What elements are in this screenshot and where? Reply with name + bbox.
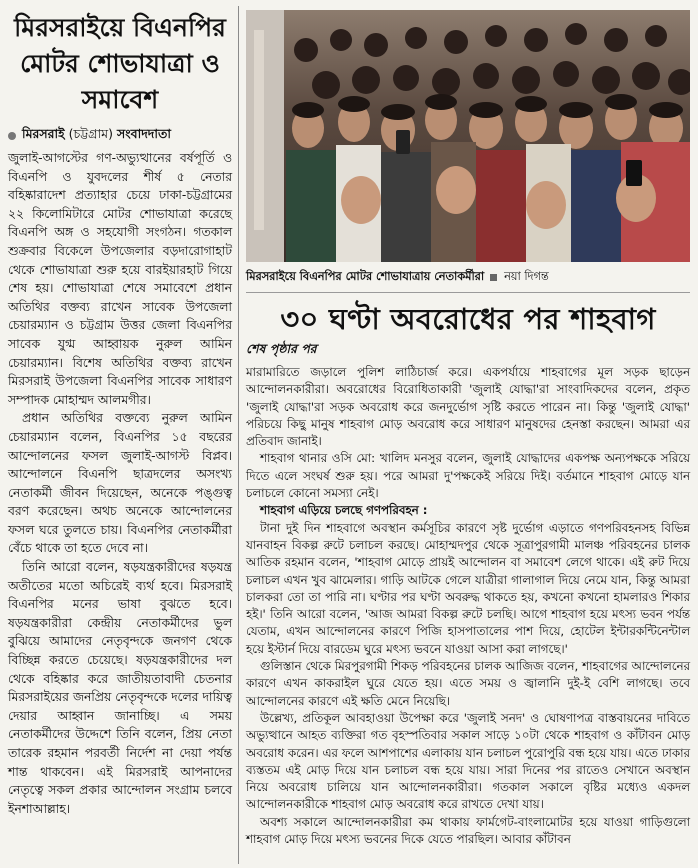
right-paragraph: মারামারিতে জড়ালে পুলিশ লাঠিচার্জ করে। একপর্যায়ে শাহবাগের মূল সড়ক ছাড়েন আন্দোলনকারীরা। অবরোধের বিরোধিতাকারী 'জুলাই যোদ্ধা'রা সাংবাদিকদের বলেন, প্রকৃত 'জুলাই যোদ্ধা'রা সড়ক অবরোধ করে জনদুর্ভোগ সৃষ্টি করতে পারেন না। কিন্তু 'জুলাই যোদ্ধা' পরিচয়ে কিছু মানুষ শাহবাগ মোড় অবরোধ করে সাধারণ মানুষদের হেনস্তা করছেন। আমরা এর প্রতিবাদ জানাই। xyxy=(246,365,690,449)
left-headline: মিরসরাইয়ে বিএনপির মোটর শোভাযাত্রা ও সমাবেশ xyxy=(14,13,226,114)
right-headline: ৩০ ঘণ্টা অবরোধের পর শাহবাগ xyxy=(280,302,656,336)
left-paragraph: জুলাই-আগস্টের গণ-অভ্যুত্থানের বর্ষপূর্তি ও বিএনপি ও যুবদলের শীর্ষ ৫ নেতার বহিষ্কারাদেশ প্রত্যাহার চেয়ে ঢাকা-চট্টগ্রামের ২২ কিলোমিটারে মোটর শোভাযাত্রা করেছে বিএনপি অঙ্গ ও সহযোগী সংগঠন। গতকাল শুক্রবার বিকেলে উপজেলার বড়দারোগাহাট থেকে শোভাযাত্রা শুরু হয়ে বারইয়ারহাট গিয়ে শেষ হয়। শোভাযাত্রা শেষে সমাবেশে প্রধান অতিথির বক্তব্য রাখেন সাবেক উপজেলা চেয়ারম্যান ও চট্টগ্রাম উত্তর জেলা বিএনপির সাবেক যুগ্ম আহ্বায়ক নুরুল আমিন চেয়ারম্যান। বিশেষ অতিথির বক্তব্য রাখেন মিরসরাই উপজেলা বিএনপির সাবেক সাধারণ সম্পাদক মোহাম্মদ আলমগীর। xyxy=(8,151,232,407)
dateline-sub: (চট্টগ্রাম) xyxy=(68,126,113,141)
dateline xyxy=(8,126,232,146)
right-paragraph: টানা দুই দিন শাহবাগে অবস্থান কর্মসূচির কারণে সৃষ্ট দুর্ভোগ এড়াতে গণপরিবহনসহ বিভিন্ন যানবাহন বিকল্প রুটে চলাচল করছে। মোহাম্মদপুর থেকে সূত্রাপুরগামী মালঞ্চ পরিবহনের চালক আতিক রহমান বলেন, 'শাহবাগ মোড়ে প্রায়ই আন্দোলন বা সমাবেশ লেগে থাকে। এই রুট দিয়ে চলাচল এখন খুব ঝামেলার। গাড়ি আটকে গেলে যাত্রীরা গালাগাল দিয়ে নেমে যান, কিন্তু আমরা চালকরা তো তা পারি না। ঘণ্টার পর ঘণ্টা অবরুদ্ধ থাকতে হয়, কখনো কখনো হামলারও শিকার হই।' তিনি আরো বলেন, 'আজ আমরা বিকল্প রুটে চলছি। আগে শাহবাগ হয়ে মৎস্য ভবন পর্যন্ত যেতাম, এখন আন্দোলনের কারণে পিজি হাসপাতালের পাশ দিয়ে, হোটেল ইন্টারকন্টিনেন্টাল হয়ে ইস্টার্ন দিয়ে বারডেম ঘুরে মৎস্য ভবনে যাওয়া আসা করা লাগছে।' xyxy=(246,520,690,656)
continued-label: শেষ পৃষ্ঠার পর xyxy=(246,341,317,356)
right-column xyxy=(240,0,698,868)
left-article xyxy=(0,0,238,868)
right-paragraph: শাহবাগ থানার ওসি মো: খালিদ মনসুর বলেন, জুলাই যোদ্ধাদের একপক্ষ অন্যপক্ষকে সরিয়ে দিতে এলে সংঘর্ষ শুরু হয়। পরে আমরা দু'পক্ষকেই সরিয়ে দিই। বর্তমানে শাহবাগ মোড়ে যান চলাচলে কোনো সমস্যা নেই। xyxy=(246,451,690,501)
right-paragraph: অবশ্য সকালে আন্দোলনকারীরা কম থাকায় ফার্মগেট-বাংলামোটর হয়ে যাওয়া গাড়িগুলো শাহবাগ মোড় দিয়ে মৎস্য ভবনের দিকে যেতে পারছিল। আবার কাঁটাবন xyxy=(246,814,690,847)
caption-text: মিরসরাইয়ে বিএনপির মোটর শোভাযাত্রায় নেতাকর্মীরা xyxy=(246,270,485,283)
column-divider xyxy=(238,6,239,864)
crowd-photo-illustration xyxy=(246,10,690,262)
subheading: শাহবাগ এড়িয়ে চলছে গণপরিবহন : xyxy=(260,503,428,518)
bullet-icon xyxy=(8,132,16,140)
right-body xyxy=(246,364,690,848)
left-paragraph: তিনি আরো বলেন, ষড়যন্ত্রকারীদের ষড়যন্ত্র অতীতের মতো অচিরেই ব্যর্থ হবে। মিরসরাই বিএনপির মনের ভাষা বুঝতে হবে। ষড়যন্ত্রকারীরা কেন্দ্রীয় নেতাকর্মীদের ভুল বুঝিয়ে আমাদের নেতৃবৃন্দকে জনগণ থেকে বিচ্ছিন্ন করতে চেয়েছে। ষড়যন্ত্রকারীদের দল থেকে বহিষ্কার করে জাতীয়তাবাদী চেতনার মিরসরাইয়ের জনপ্রিয় নেতৃবৃন্দকে দলের দায়িত্ব দেয়ার আহ্বান জানাচ্ছি। এ সময় নেতাকর্মীদের উদ্দেশে তিনি বলেন, প্রিয় নেতা তারেক রহমান পরবর্তী নির্দেশ না দেয়া পর্যন্ত শান্ত থাকবেন। এই মিরসরাই আপনাদের নেতৃত্বে সকল প্রকার আন্দোলন সংগ্রাম চলবে ইনশাআল্লাহ। xyxy=(8,560,232,816)
photo-credit: নয়া দিগন্ত xyxy=(504,270,549,283)
right-paragraph: গুলিস্তান থেকে মিরপুরগামী শিকড় পরিবহনের চালক আজিজ বলেন, শাহবাগের আন্দোলনের কারণে এখন কাকরাইল ঘুরে যেতে হয়। এতে সময় ও জ্বালানি দুই-ই বেশি লাগছে। তবে আন্দোলনের কারণে এই ক্ষতি মেনে নিয়েছি। xyxy=(246,659,690,708)
right-paragraph: উল্লেখ্য, প্রতিকূল আবহাওয়া উপেক্ষা করে 'জুলাই সনদ' ও ঘোষণাপত্র বাস্তবায়নের দাবিতে অভ্যুত্থানে আহত ব্যক্তিরা গত বৃহস্পতিবার সকাল সাড়ে ১০টা থেকে শাহবাগ ও কাঁটাবন মোড় অবরোধ করেন। এর ফলে আশপাশের এলাকায় যান চলাচল পুরোপুরি বন্ধ হয়ে যায়। এতে ঢাকার ব্যস্ততম এই মোড় দিয়ে যান চলাচল বন্ধ হয়ে যায়। সারা দিনের পর রাতেও সেখানে অবস্থান নিয়ে অবরোধ চালিয়ে যান আন্দোলনকারীরা। গতকাল সকালে বৃষ্টির মধ্যেও একদল আন্দোলনকারীকে শাহবাগ মোড় অবরোধ করে রাখতে দেখা যায়। xyxy=(246,710,690,812)
rally-photo xyxy=(246,10,690,262)
left-body xyxy=(8,149,232,818)
dateline-reporter: সংবাদদাতা xyxy=(116,126,171,141)
dateline-place: মিরসরাই xyxy=(22,126,65,141)
square-bullet-icon xyxy=(490,274,497,281)
left-paragraph: প্রধান অতিথির বক্তব্যে নুরুল আমিন চেয়ারম্যান বলেন, বিএনপির ১৫ বছরের আন্দোলনের ফসল জুলাই-আগস্ট বিপ্লব। আন্দোলনে বিএনপি ছাত্রদলের অসংখ্য নেতাকর্মী জীবন দিয়েছেন, অনেকে পঙ্গুত্ব বরণ করেছেন। অথচ অনেকে আন্দোলনের ফসল ঘরে তুলতে চায়। বিএনপির নেতাকর্মীরা বেঁচে থাকে তা হতে দেবে না। xyxy=(8,411,232,556)
photo-caption xyxy=(246,268,690,293)
